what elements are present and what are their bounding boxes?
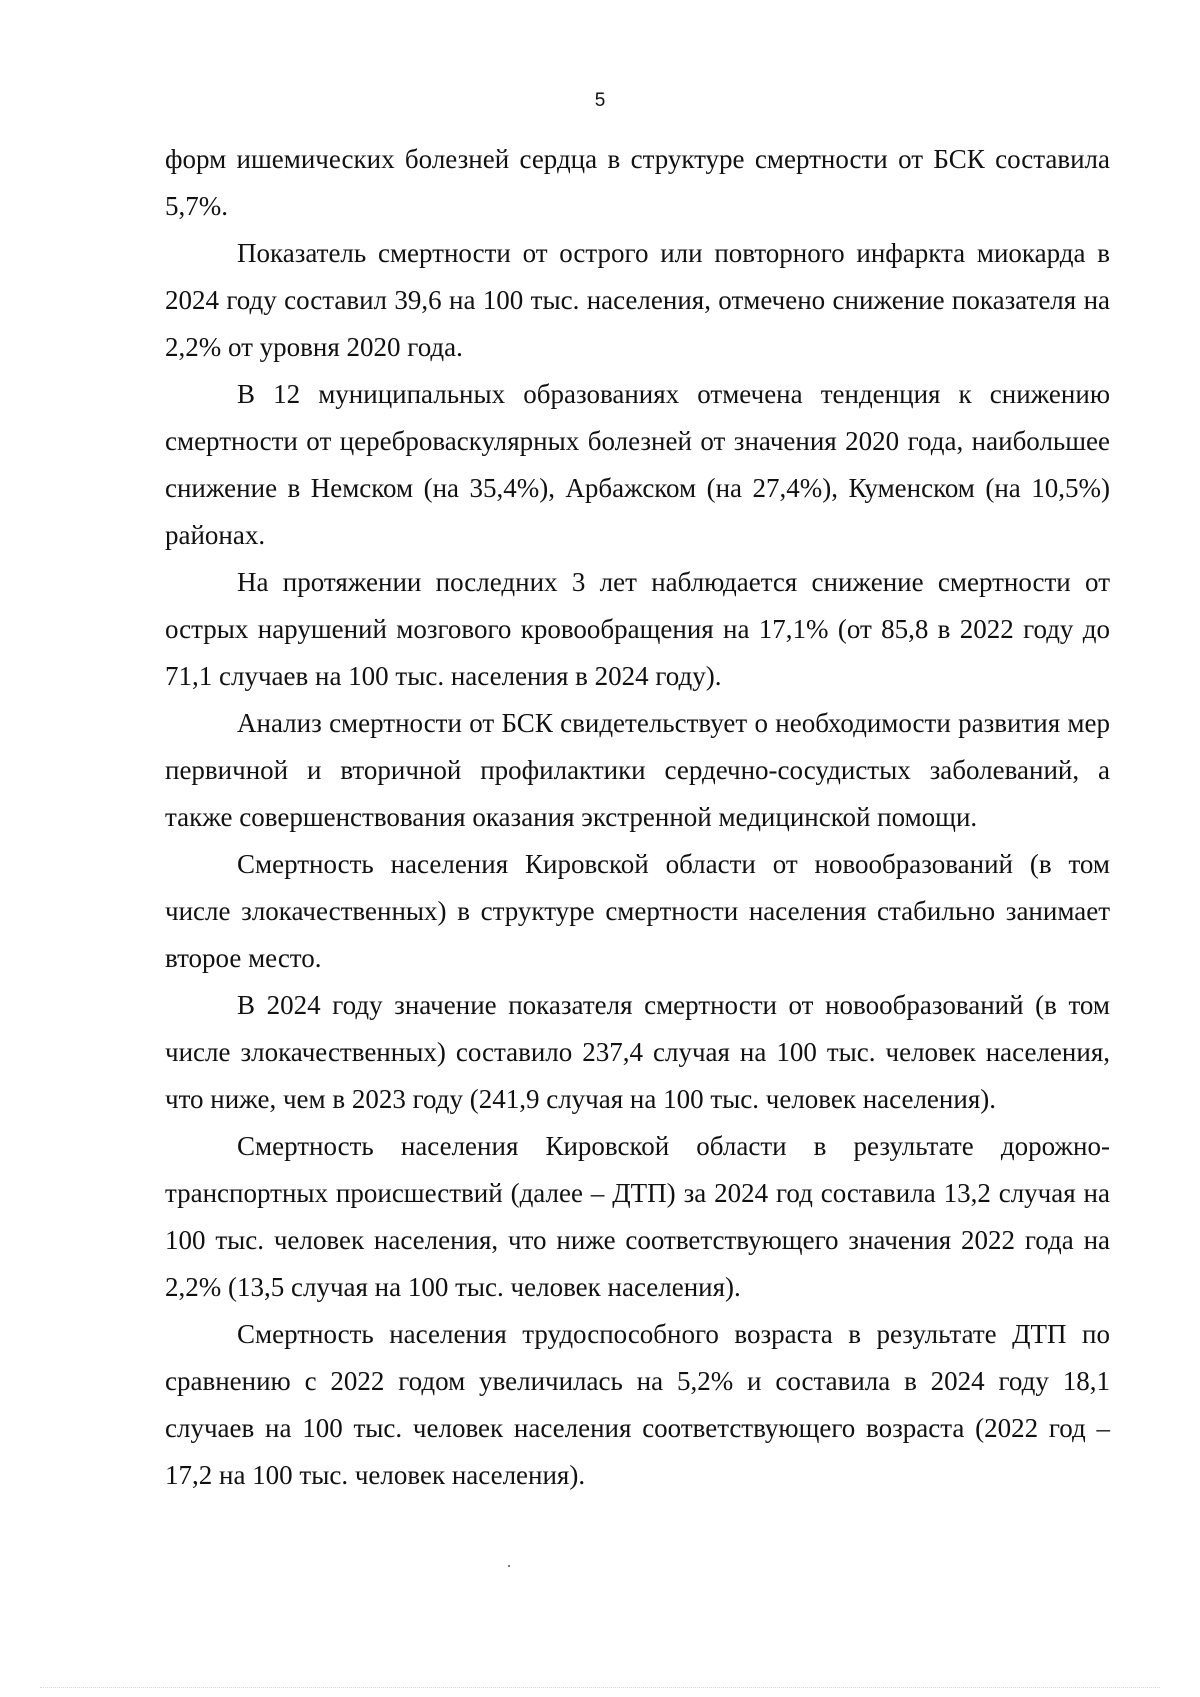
paragraph-neoplasm-structure: Смертность населения Кировской области от новообразований (в том числе злокачественных) в структуре смертности населения стабильно занимает второе место. [165,849,1110,973]
document-body [165,136,1110,1499]
paragraph-bsk-analysis: Анализ смертности от БСК свидетельствует о необходимости развития мер первичной и вторичной профилактики сердечно-сосудистых заболеваний, а также совершенствования оказания экстренной медицинской помощи. [165,708,1110,832]
scan-artifact-dot [508,1565,510,1567]
paragraph-road-accidents: Смертность населения Кировской области в результате дорожно-транспортных происшествий (далее – ДТП) за 2024 год составила 13,2 случая на 100 тыс. человек населения, что ниже соответствующего значения 2022 года на 2,2% (13,5 случая на 100 тыс. человек населения). [165,1131,1110,1302]
paragraph-road-accidents-working-age: Смертность населения трудоспособного возраста в результате ДТП по сравнению с 2022 годом увеличилась на 5,2% и составила в 2024 году 18,1 случаев на 100 тыс. человек населения соответствующего возраста (2022 год – 17,2 на 100 тыс. человек населения). [165,1319,1110,1490]
paragraph-stroke-trend: На протяжении последних 3 лет наблюдается снижение смертности от острых нарушений мозгового кровообращения на 17,1% (от 85,8 в 2022 году до 71,1 случаев на 100 тыс. населения в 2024 году). [165,567,1110,691]
scan-artifact-edge [40,1687,1160,1689]
paragraph-cerebrovascular-municipal: В 12 муниципальных образованиях отмечена тенденция к снижению смертности от цереброваскулярных болезней от значения 2020 года, наибольшее снижение в Немском (на 35,4%), Арбажском (на 27,4%), Куменском (на 10,5%) районах. [165,379,1110,550]
paragraph-myocardial-infarction: Показатель смертности от острого или повторного инфаркта миокарда в 2024 году составил 39,6 на 100 тыс. населения, отмечено снижение показателя на 2,2% от уровня 2020 года. [165,238,1110,362]
page-number: 5 [594,90,606,111]
paragraph-continuation: форм ишемических болезней сердца в структуре смертности от БСК составила 5,7%. [165,144,1110,221]
paragraph-neoplasm-2024: В 2024 году значение показателя смертности от новообразований (в том числе злокачественных) составило 237,4 случая на 100 тыс. человек населения, что ниже, чем в 2023 году (241,9 случая на 100 тыс. человек населения). [165,990,1110,1114]
